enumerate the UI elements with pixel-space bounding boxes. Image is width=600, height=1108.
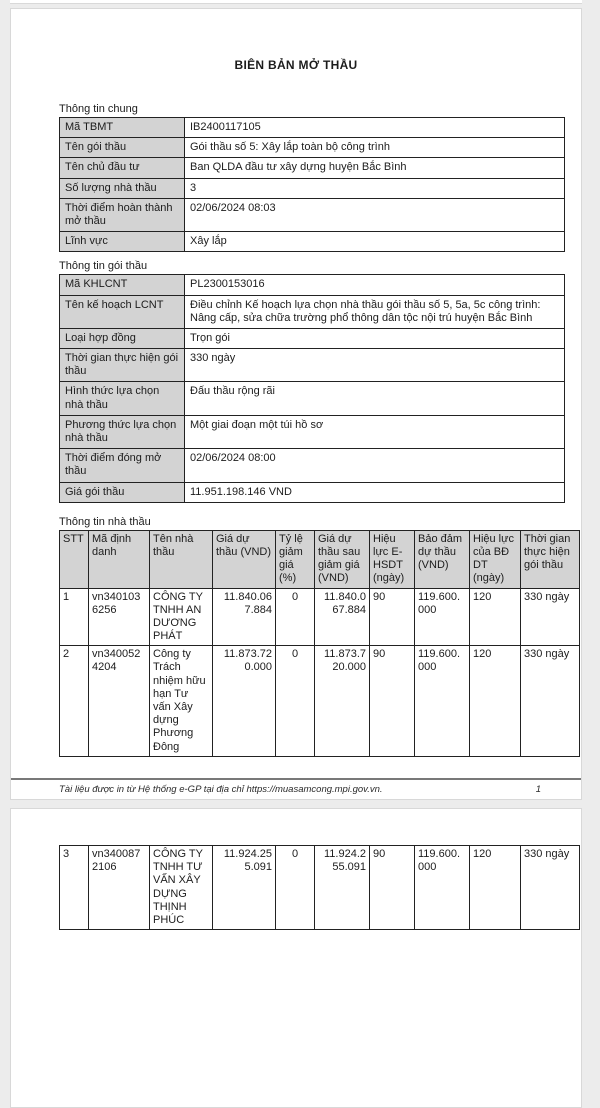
bidder-table — [59, 530, 580, 757]
bidder-row-2 — [60, 646, 580, 757]
label-cell: Thời điểm đóng mở thầu — [60, 449, 185, 482]
data-cell: 120 — [470, 646, 521, 757]
value-cell: Gói thầu số 5: Xây lắp toàn bộ công trình — [185, 138, 565, 158]
section-label-package-info: Thông tin gói thầu — [59, 260, 148, 273]
table-row — [60, 198, 565, 231]
header-cell: Hiệu lực E-HSDT (ngày) — [370, 530, 415, 588]
label-cell: Giá gói thầu — [60, 482, 185, 502]
package-info-table — [59, 274, 565, 502]
header-cell: Tỷ lệ giảm giá (%) — [276, 530, 315, 588]
value-cell: 02/06/2024 08:00 — [185, 449, 565, 482]
label-cell: Phương thức lựa chọn nhà thầu — [60, 415, 185, 448]
label-cell: Tên kế hoạch LCNT — [60, 295, 185, 328]
table-row — [60, 118, 565, 138]
page-number: 1 — [535, 784, 541, 795]
data-cell: 90 — [370, 646, 415, 757]
table-row — [60, 328, 565, 348]
table-row — [60, 295, 565, 328]
data-cell: 119.600.000 — [415, 846, 470, 930]
value-cell: 330 ngày — [185, 349, 565, 382]
bidder-table-header-row — [60, 530, 580, 588]
bidder-row-1 — [60, 588, 580, 646]
header-cell: STT — [60, 530, 89, 588]
value-cell: Đấu thầu rộng rãi — [185, 382, 565, 415]
data-cell: 120 — [470, 588, 521, 646]
header-cell: Thời gian thực hiện gói thầu — [521, 530, 580, 588]
label-cell: Loại hợp đồng — [60, 328, 185, 348]
data-cell: 330 ngày — [521, 588, 580, 646]
value-cell: PL2300153016 — [185, 275, 565, 295]
bidder-row-3 — [60, 846, 580, 930]
data-cell: 0 — [276, 646, 315, 757]
table-row — [60, 382, 565, 415]
label-cell: Hình thức lựa chọn nhà thầu — [60, 382, 185, 415]
header-cell: Tên nhà thầu — [150, 530, 213, 588]
data-cell: vn3400524204 — [89, 646, 150, 757]
label-cell: Thời gian thực hiện gói thầu — [60, 349, 185, 382]
table-row — [60, 275, 565, 295]
document-title: BIÊN BẢN MỞ THẦU — [234, 58, 358, 72]
header-cell: Hiệu lực của BĐ DT (ngày) — [470, 530, 521, 588]
data-cell: vn3401036256 — [89, 588, 150, 646]
data-cell: 11.840.067.884 — [315, 588, 370, 646]
header-cell: Giá dự thầu (VND) — [213, 530, 276, 588]
label-cell: Tên chủ đầu tư — [60, 158, 185, 178]
table-row — [60, 178, 565, 198]
value-cell: IB2400117105 — [185, 118, 565, 138]
bidder-table-continued — [59, 845, 580, 930]
header-cell: Giá dự thầu sau giảm giá (VND) — [315, 530, 370, 588]
table-row — [60, 415, 565, 448]
section-label-general-info: Thông tin chung — [59, 103, 138, 115]
data-cell: 120 — [470, 846, 521, 930]
label-cell: Lĩnh vực — [60, 232, 185, 252]
data-cell: 119.600.000 — [415, 588, 470, 646]
label-cell: Số lượng nhà thầu — [60, 178, 185, 198]
header-cell: Bảo đảm dự thầu (VND) — [415, 530, 470, 588]
table-row — [60, 232, 565, 252]
page-footer — [11, 778, 581, 795]
data-cell: 119.600.000 — [415, 646, 470, 757]
data-cell: 330 ngày — [521, 646, 580, 757]
data-cell: 11.873.720.000 — [315, 646, 370, 757]
label-cell: Mã TBMT — [60, 118, 185, 138]
data-cell: Công ty Trách nhiệm hữu hạn Tư vấn Xây dựng Phương Đông — [150, 646, 213, 757]
data-cell: 90 — [370, 846, 415, 930]
value-cell: Ban QLDA đầu tư xây dựng huyện Bắc Bình — [185, 158, 565, 178]
footer-note: Tài liệu được in từ Hệ thống e-GP tại địa chỉ https://muasamcong.mpi.gov.vn. — [59, 784, 383, 795]
label-cell: Mã KHLCNT — [60, 275, 185, 295]
data-cell: CÔNG TY TNHH TƯ VẤN XÂY DỰNG THỊNH PHÚC — [150, 846, 213, 930]
data-cell: 11.873.720.000 — [213, 646, 276, 757]
data-cell: 11.924.255.091 — [213, 846, 276, 930]
data-cell: CÔNG TY TNHH AN DƯƠNG PHÁT — [150, 588, 213, 646]
data-cell: 0 — [276, 846, 315, 930]
data-cell: 1 — [60, 588, 89, 646]
data-cell: 3 — [60, 846, 89, 930]
data-cell: 11.924.255.091 — [315, 846, 370, 930]
table-row — [60, 349, 565, 382]
value-cell: 3 — [185, 178, 565, 198]
table-row — [60, 482, 565, 502]
value-cell: Trọn gói — [185, 328, 565, 348]
page-2 — [10, 808, 582, 1108]
header-cell: Mã định danh — [89, 530, 150, 588]
value-cell: Một giai đoạn một túi hồ sơ — [185, 415, 565, 448]
label-cell: Tên gói thầu — [60, 138, 185, 158]
data-cell: 2 — [60, 646, 89, 757]
table-row — [60, 138, 565, 158]
data-cell: 90 — [370, 588, 415, 646]
label-cell: Thời điểm hoàn thành mở thầu — [60, 198, 185, 231]
general-info-table — [59, 117, 565, 252]
value-cell: Xây lắp — [185, 232, 565, 252]
data-cell: 330 ngày — [521, 846, 580, 930]
data-cell: 11.840.067.884 — [213, 588, 276, 646]
previous-page-bottom-edge — [10, 0, 582, 4]
value-cell: 02/06/2024 08:03 — [185, 198, 565, 231]
value-cell: Điều chỉnh Kế hoạch lựa chọn nhà thầu gói thầu số 5, 5a, 5c công trình: Nâng cấp, sửa chữa trường phổ thông dân tộc nội trú huyện Bắc Bình — [185, 295, 565, 328]
page-1 — [10, 8, 582, 800]
table-row — [60, 158, 565, 178]
data-cell: vn3400872106 — [89, 846, 150, 930]
section-label-bidder-info: Thông tin nhà thầu — [59, 515, 151, 528]
value-cell: 11.951.198.146 VND — [185, 482, 565, 502]
data-cell: 0 — [276, 588, 315, 646]
table-row — [60, 449, 565, 482]
